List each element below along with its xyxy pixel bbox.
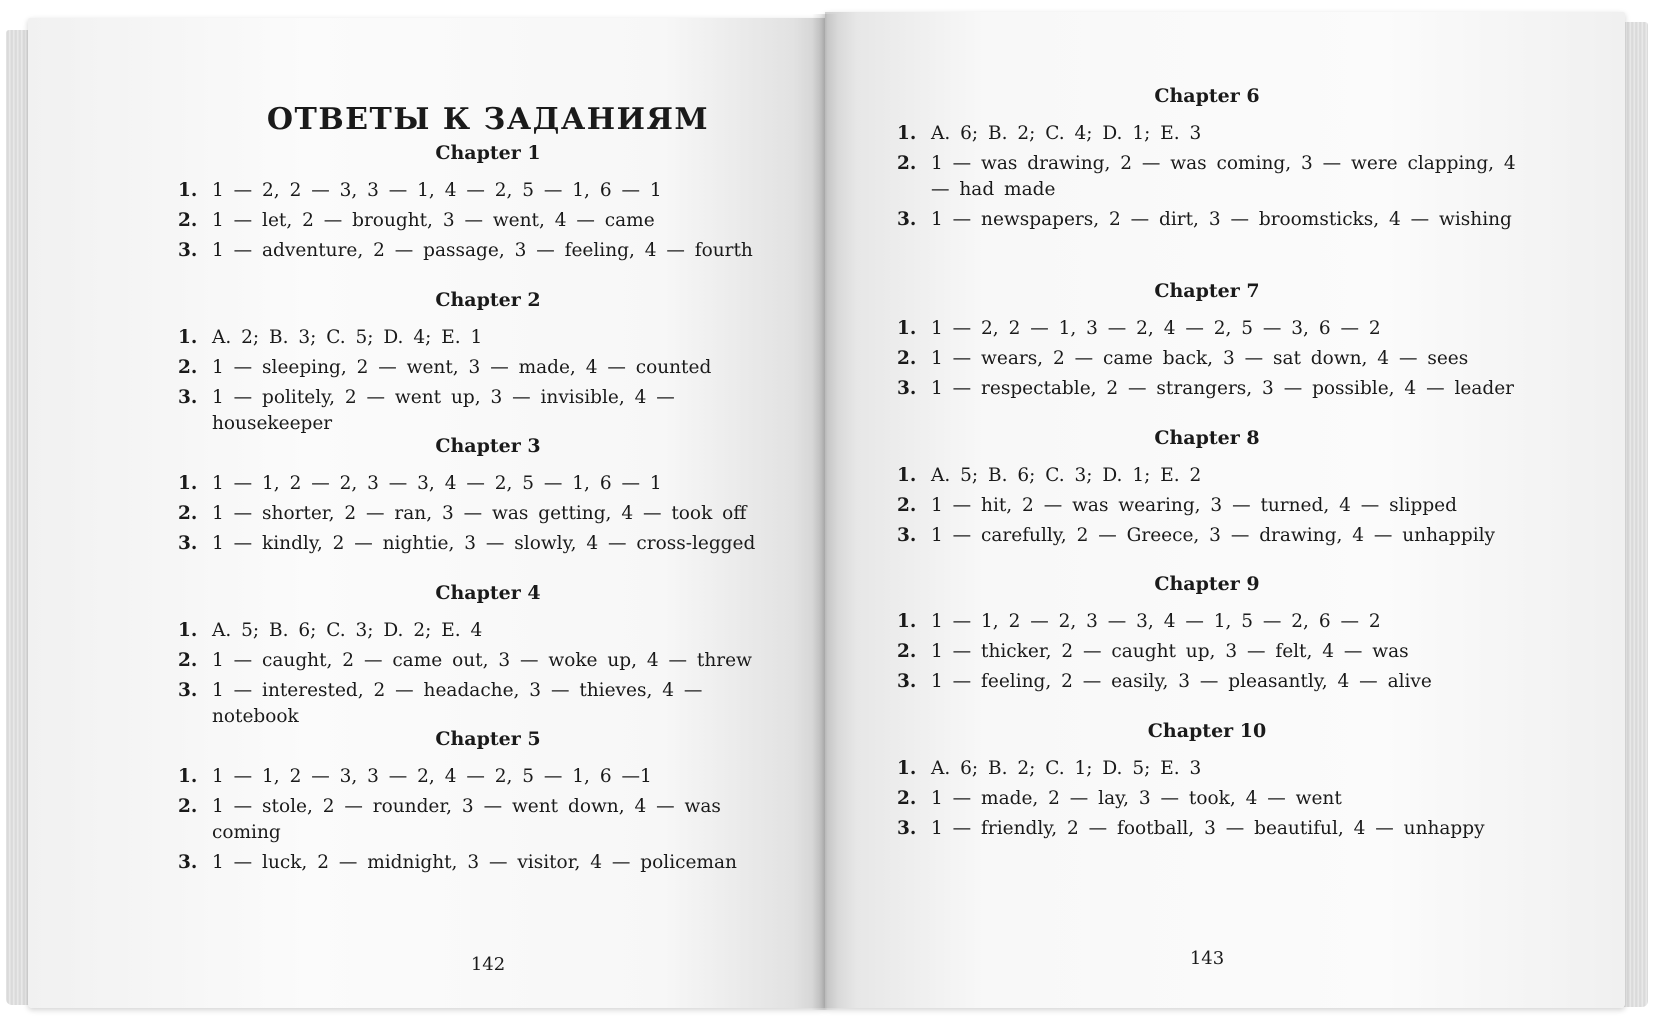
answer-item [897,786,1517,812]
answer-item [178,678,798,730]
answer-number: 3. [897,525,917,546]
answer-number: 2. [897,153,917,174]
answer-number: 2. [897,788,917,809]
answer-list [178,325,798,437]
answer-text: 1 — friendly, 2 — football, 3 — beautiful, 4 — unhappy [931,818,1485,839]
answer-number: 1. [178,327,198,348]
chapter-title: Chapter 6 [1154,85,1260,107]
answer-item [178,764,798,790]
answer-number: 2. [897,348,917,369]
answer-text: 1 — interested, 2 — headache, 3 — thieves, 4 — notebook [212,680,703,727]
answer-text: 1 — luck, 2 — midnight, 3 — visitor, 4 — policeman [212,852,737,873]
answer-text: 1 — 1, 2 — 2, 3 — 3, 4 — 2, 5 — 1, 6 — 1 [212,473,662,494]
right-page [825,12,1625,1008]
chapter-1 [178,142,798,268]
answer-text: 1 — 1, 2 — 2, 3 — 3, 4 — 1, 5 — 2, 6 — 2 [931,611,1381,632]
answer-item [178,648,798,674]
answer-text: 1 — stole, 2 — rounder, 3 — went down, 4 — was coming [212,796,721,843]
answer-text: 1 — adventure, 2 — passage, 3 — feeling, 4 — fourth [212,240,753,261]
answer-number: 2. [897,495,917,516]
answer-text: 1 — shorter, 2 — ran, 3 — was getting, 4 — took off [212,503,747,524]
answer-item [178,355,798,381]
chapter-4 [178,582,798,734]
chapter-3 [178,435,798,561]
answer-item [897,609,1517,635]
answer-number: 3. [178,533,198,554]
answer-number: 1. [897,758,917,779]
answer-text: 1 — 2, 2 — 1, 3 — 2, 4 — 2, 5 — 3, 6 — 2 [931,318,1381,339]
answer-number: 1. [178,473,198,494]
answer-list [178,178,798,264]
answer-item [178,238,798,264]
chapter-10 [897,720,1517,846]
answer-number: 3. [178,680,198,701]
answer-list [178,764,798,876]
answer-text: 1 — sleeping, 2 — went, 3 — made, 4 — counted [212,357,712,378]
answer-item [897,816,1517,842]
chapter-title: Chapter 4 [435,582,541,604]
answer-item [897,523,1517,549]
answer-list [178,471,798,557]
answer-list [897,316,1517,402]
answer-list [897,609,1517,695]
answer-text: 1 — wears, 2 — came back, 3 — sat down, 4 — sees [931,348,1469,369]
answer-item [897,493,1517,519]
page-stack-right [1622,22,1648,1007]
answer-text: 1 — thicker, 2 — caught up, 3 — felt, 4 — was [931,641,1409,662]
book-gutter [812,14,838,1010]
answer-number: 3. [897,671,917,692]
chapter-5 [178,728,798,880]
answer-text: 1 — carefully, 2 — Greece, 3 — drawing, 4 — unhappily [931,525,1495,546]
chapter-title: Chapter 7 [1154,280,1260,302]
answer-text: A. 5; B. 6; C. 3; D. 1; E. 2 [931,465,1202,486]
answer-text: A. 6; B. 2; C. 4; D. 1; E. 3 [931,123,1202,144]
answer-list [897,121,1517,233]
answer-item [897,463,1517,489]
answer-number: 3. [897,378,917,399]
answer-number: 1. [178,766,198,787]
answer-item [178,178,798,204]
answer-item [178,794,798,846]
answer-item [897,316,1517,342]
chapter-7 [897,280,1517,406]
chapter-title: Chapter 10 [1147,720,1267,742]
answer-text: 1 — let, 2 — brought, 3 — went, 4 — came [212,210,655,231]
answer-number: 2. [178,650,198,671]
answer-item [178,208,798,234]
left-page [28,18,825,1008]
answer-item [178,325,798,351]
answer-text: 1 — caught, 2 — came out, 3 — woke up, 4 — threw [212,650,752,671]
chapter-8 [897,427,1517,553]
answer-item [178,385,798,437]
answer-text: 1 — feeling, 2 — easily, 3 — pleasantly, 4 — alive [931,671,1432,692]
answer-text: A. 6; B. 2; C. 1; D. 5; E. 3 [931,758,1202,779]
answer-list [897,463,1517,549]
answer-item [178,471,798,497]
chapter-6 [897,85,1517,237]
page-title: ОТВЕТЫ К ЗАДАНИЯМ [266,102,710,137]
chapter-2 [178,289,798,441]
answer-item [897,376,1517,402]
answer-number: 3. [178,852,198,873]
answer-text: 1 — was drawing, 2 — was coming, 3 — were clapping, 4 — had made [931,153,1516,200]
answer-number: 2. [178,503,198,524]
answer-item [178,618,798,644]
chapter-title: Chapter 3 [435,435,541,457]
answer-text: 1 — 1, 2 — 3, 3 — 2, 4 — 2, 5 — 1, 6 —1 [212,766,652,787]
answer-item [897,639,1517,665]
answer-number: 3. [178,387,198,408]
answer-number: 2. [178,210,198,231]
answer-list [897,756,1517,842]
answer-text: 1 — respectable, 2 — strangers, 3 — possible, 4 — leader [931,378,1514,399]
chapter-title: Chapter 9 [1154,573,1260,595]
answer-text: 1 — 2, 2 — 3, 3 — 1, 4 — 2, 5 — 1, 6 — 1 [212,180,662,201]
answer-item [897,207,1517,233]
answer-number: 3. [897,818,917,839]
answer-text: 1 — kindly, 2 — nightie, 3 — slowly, 4 — cross-legged [212,533,756,554]
answer-number: 1. [897,611,917,632]
answer-item [897,121,1517,147]
answer-item [178,531,798,557]
answer-item [897,756,1517,782]
answer-number: 3. [178,240,198,261]
chapter-title: Chapter 8 [1154,427,1260,449]
answer-number: 1. [178,180,198,201]
chapter-title: Chapter 1 [435,142,541,164]
page-number: 143 [1189,948,1225,969]
page-stack-left [6,30,30,1005]
answer-list [178,618,798,730]
answer-number: 2. [178,796,198,817]
answer-item [897,669,1517,695]
answer-text: 1 — hit, 2 — was wearing, 3 — turned, 4 — slipped [931,495,1457,516]
page-number: 142 [470,954,506,975]
answer-number: 1. [897,123,917,144]
answer-item [897,151,1517,203]
chapter-9 [897,573,1517,699]
answer-number: 1. [897,465,917,486]
chapter-title: Chapter 5 [435,728,541,750]
answer-text: 1 — politely, 2 — went up, 3 — invisible, 4 — housekeeper [212,387,675,434]
answer-number: 1. [897,318,917,339]
answer-number: 1. [178,620,198,641]
answer-number: 2. [897,641,917,662]
answer-text: A. 2; B. 3; C. 5; D. 4; E. 1 [212,327,483,348]
answer-number: 2. [178,357,198,378]
chapter-title: Chapter 2 [435,289,541,311]
answer-text: 1 — made, 2 — lay, 3 — took, 4 — went [931,788,1342,809]
answer-text: 1 — newspapers, 2 — dirt, 3 — broomsticks, 4 — wishing [931,209,1512,230]
answer-item [178,501,798,527]
answer-number: 3. [897,209,917,230]
answer-text: A. 5; B. 6; C. 3; D. 2; E. 4 [212,620,483,641]
answer-item [897,346,1517,372]
answer-item [178,850,798,876]
